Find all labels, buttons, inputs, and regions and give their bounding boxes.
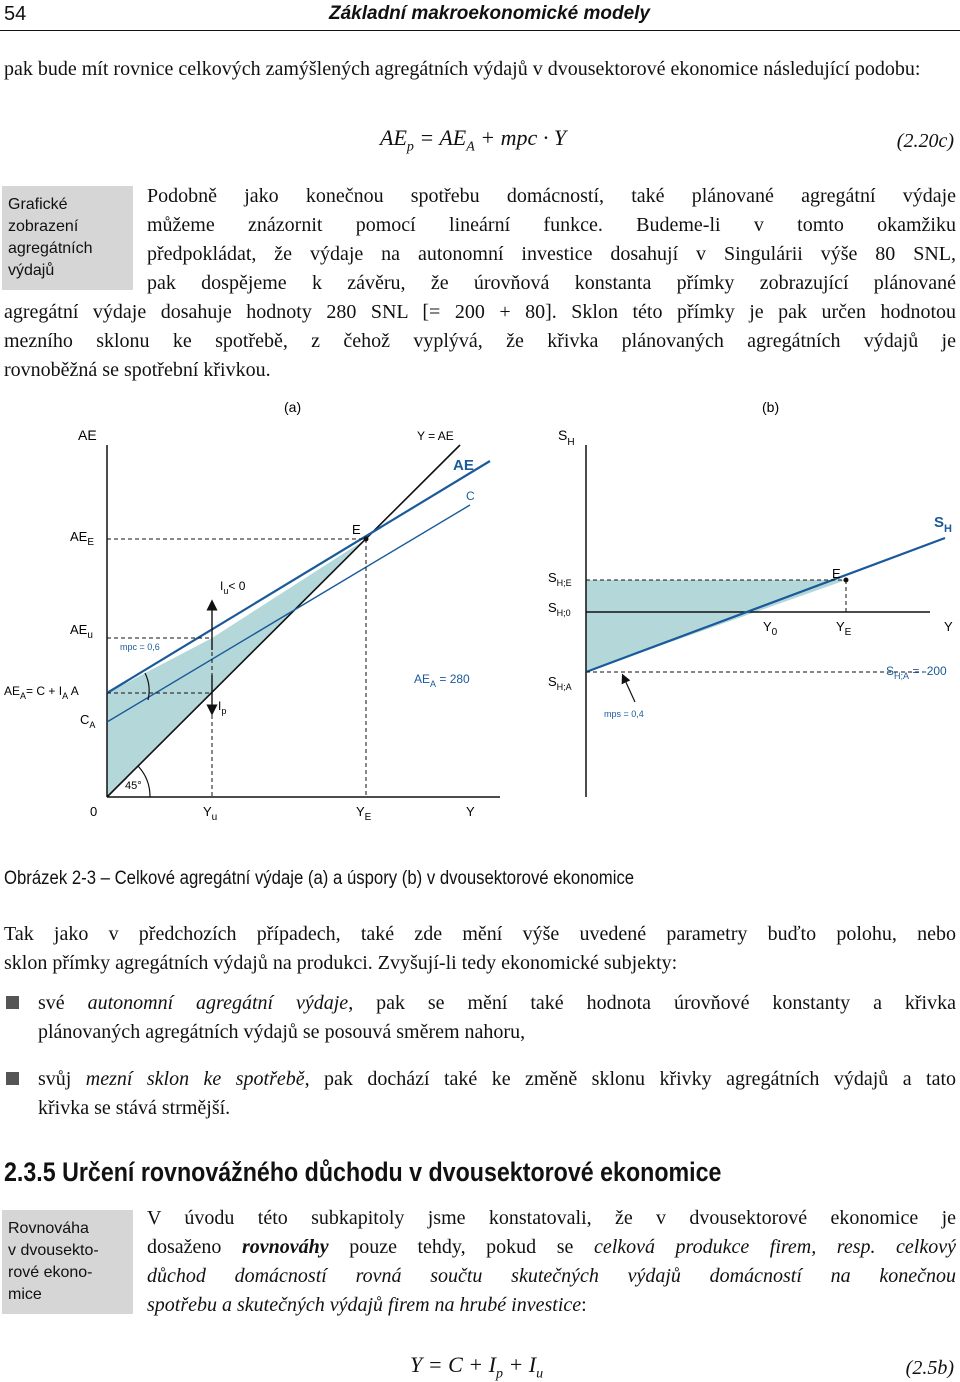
- c-line: [107, 505, 470, 722]
- p3-line: důchod domácností rovná součtu skutečných výdajů domácností na konečnou: [147, 1265, 956, 1287]
- angle-label: 45°: [125, 780, 142, 792]
- ip-label: $I_p$: [218, 699, 227, 716]
- ae-u-label: $AE_u$: [70, 622, 93, 641]
- ae-curve-label: AE: [453, 457, 474, 474]
- header-rule: [0, 30, 960, 31]
- equation-number-25b: (2.5b): [905, 1357, 954, 1379]
- mpc-label: mpc = 0,6: [120, 642, 160, 652]
- e-label-a: E: [352, 522, 361, 537]
- running-title: Základní makroekonomické modely: [328, 3, 650, 24]
- margin-line: Rovnováha: [8, 1220, 89, 1237]
- equation-number-220c: (2.20c): [896, 130, 954, 152]
- sha-value-label: $S_{H;A} = -200$: [886, 664, 947, 681]
- iu-label: $I_u< 0$: [220, 579, 246, 596]
- p3-line: spotřebu a skutečných výdajů firem na hrubé investice:: [147, 1294, 587, 1316]
- ae-line: [107, 461, 490, 693]
- c-curve-label: C: [466, 489, 475, 503]
- bullet-square-icon: [6, 1072, 19, 1085]
- p1-line: rovnoběžná se spotřební křivkou.: [4, 359, 271, 381]
- margin-line: mice: [8, 1286, 42, 1303]
- y-axis-label-a: AE: [78, 427, 97, 443]
- x-axis-label-b: Y: [944, 619, 953, 634]
- p3-line: dosaženo rovnováhy pouze tehdy, pokud se celková produkce firem, resp. celkový: [147, 1236, 956, 1258]
- margin-line: v dvousekto-: [8, 1242, 99, 1259]
- p1-line: mezního sklonu ke spotřebě, z čehož vyplývá, že křivka plánovaných agregátních výdajů je: [4, 330, 956, 352]
- margin-line: rové ekono-: [8, 1264, 93, 1281]
- sh-e-label: $S_{H;E}$: [548, 570, 572, 588]
- bullet-1-line2: plánovaných agregátních výdajů se posouvá směrem nahoru,: [38, 1021, 526, 1043]
- ye-label-a: $Y_E$: [356, 804, 372, 823]
- panel-b: [548, 399, 953, 797]
- p1-line: předpokládat, že výdaje na autonomní investice dosahují v Singulárii výše 80 SNL,: [147, 243, 956, 265]
- p3-line: V úvodu této subkapitoly jsme konstatovali, že v dvousektorové ekonomice je: [147, 1207, 956, 1229]
- intro-paragraph: pak bude mít rovnice celkových zamýšlených agregátních výdajů v dvousektorové ekonomice následující podobu:: [4, 58, 921, 80]
- margin-note-graphic: [2, 186, 133, 290]
- ye-label-b: $Y_E$: [836, 619, 852, 638]
- equilibrium-point-a: [364, 537, 369, 542]
- margin-note-equilibrium: [2, 1210, 133, 1314]
- bullet-2-line2: křivka se stává strmější.: [38, 1097, 231, 1119]
- panel-a: [4, 399, 500, 823]
- line-45: [107, 445, 460, 797]
- sh-0-label: $S_{H;0}$: [548, 600, 571, 618]
- savings-curve-label: $S_H$: [934, 514, 952, 535]
- page-number: 54: [4, 3, 27, 25]
- panel-b-label: (b): [762, 399, 780, 415]
- y0-label: $Y_0$: [763, 619, 778, 638]
- margin-line: Grafické: [8, 196, 68, 213]
- panel-a-label: (a): [284, 399, 302, 415]
- p2-line: sklon přímky agregátních výdajů na produkci. Zvyšují-li tedy ekonomické subjekty:: [4, 952, 678, 974]
- equilibrium-point-b: [844, 578, 849, 583]
- y-axis-label-b: $S_H$: [558, 427, 575, 448]
- ae-e-label: $AE_E$: [70, 529, 95, 548]
- bullet-square-icon: [6, 996, 19, 1009]
- p1-line: Podobně jako konečnou spotřebu domácností, také plánované agregátní výdaje: [147, 185, 956, 207]
- line-45-label: Y = AE: [417, 429, 454, 443]
- margin-line: agregátních: [8, 240, 93, 257]
- bullet-1-line1: své autonomní agregátní výdaje, pak se mění také hodnota úrovňové konstanty a křivka: [38, 992, 956, 1014]
- figure-caption: Obrázek 2-3 – Celkové agregátní výdaje (a) a úspory (b) v dvousektorové ekonomice: [4, 868, 635, 889]
- p1-line: agregátní výdaje dosahuje hodnoty 280 SNL [= 200 + 80]. Sklon této přímky je pak určen hodnotou: [4, 301, 956, 323]
- yu-label: $Y_u$: [203, 804, 218, 823]
- origin-label: 0: [90, 804, 98, 819]
- bullet-2-line1: svůj mezní sklon ke spotřebě, pak dochází také ke změně sklonu křivky agregátních výdajů a tato: [38, 1068, 956, 1090]
- margin-line: výdajů: [8, 262, 55, 279]
- equation-25b: $Y = C + I_p + I_u$: [410, 1352, 544, 1382]
- p1-line: pak dospějeme k závěru, že úrovňová konstanta přímky zobrazující plánované: [147, 272, 956, 294]
- p1-line: můžeme znázornit pomocí lineární funkce. Budeme-li v tomto okamžiku: [147, 214, 956, 236]
- figure-ae-savings: [0, 390, 960, 860]
- ae-a-eq-label: $AE_A= C + I_A$ A: [4, 684, 79, 701]
- margin-line: zobrazení: [8, 218, 79, 235]
- ae-a-value-label: $AE_A = 280$: [414, 672, 470, 689]
- x-axis-label-a: Y: [466, 804, 475, 819]
- equation-220c: $AE_p = AE_A$ + mpc · Y: [380, 125, 567, 155]
- mps-pointer: [624, 678, 635, 702]
- p2-line: Tak jako v předchozích případech, také zde mění výše uvedené parametry buďto polohu, nebo: [4, 923, 956, 945]
- mps-label: mps = 0,4: [604, 709, 644, 719]
- c-a-label: $C_A$: [80, 712, 96, 730]
- sh-a-label: $S_{H;A}$: [548, 674, 572, 692]
- e-label-b: E: [832, 566, 841, 581]
- section-heading: 2.3.5 Určení rovnovážného důchodu v dvousektorové ekonomice: [4, 1157, 722, 1187]
